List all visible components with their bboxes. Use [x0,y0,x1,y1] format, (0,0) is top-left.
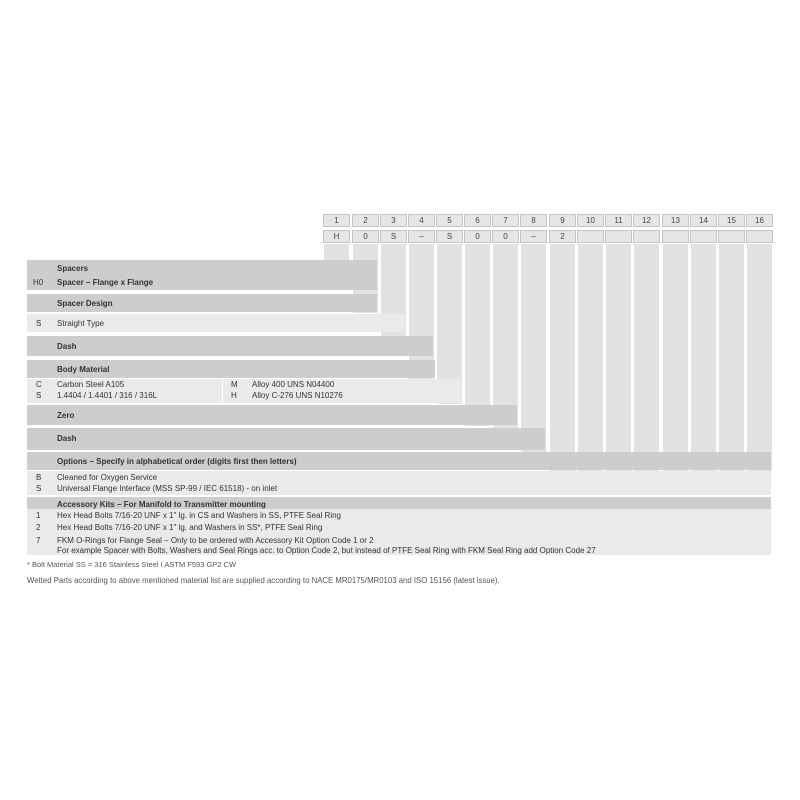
spacer-design-desc: Straight Type [57,319,104,328]
position-number: 14 [690,214,717,227]
accessory-desc: Hex Head Bolts 7/16-20 UNF x 1" lg. and Washers in SS*, PTFE Seal Ring [57,523,323,532]
position-code-value [633,230,660,243]
position-code-value: S [436,230,463,243]
position-code-value [746,230,773,243]
position-number: 16 [746,214,773,227]
body-material-divider [222,379,223,403]
position-number: 15 [718,214,745,227]
dash1-title: Dash [57,342,77,351]
accessory-code: 1 [36,511,41,520]
position-number: 12 [633,214,660,227]
position-number: 9 [549,214,576,227]
material-desc: Alloy 400 UNS N04400 [252,380,335,389]
option-code: B [36,473,42,482]
connector-bar [663,244,688,471]
spacers-desc: Spacer – Flange x Flange [57,278,154,287]
position-number: 10 [577,214,604,227]
material-desc: Alloy C-276 UNS N10276 [252,391,343,400]
position-code-value: 2 [549,230,576,243]
option-desc: Universal Flange Interface (MSS SP-99 / IEC 61518) - on inlet [57,484,278,493]
bolt-footnote: * Bolt Material SS = 316 Stainless Steel I ASTM F593 GP2 CW [27,560,237,569]
connector-bar [578,244,603,471]
spacer-design-title: Spacer Design [57,299,113,308]
position-number: 4 [408,214,435,227]
dash2-title: Dash [57,434,77,443]
position-code-value [662,230,689,243]
position-number: 5 [436,214,463,227]
material-desc: 1.4404 / 1.4401 / 316 / 316L [57,391,158,400]
material-code: S [36,391,42,400]
position-code-value [690,230,717,243]
position-code-value: – [520,230,547,243]
position-code-value: 0 [464,230,491,243]
position-code-value [718,230,745,243]
wetted-parts-note: Wetted Parts according to above mentioned material list are supplied according to NACE MR0175/MR0103 and ISO 15156 (latest issue). [27,576,500,585]
accessory-desc: Hex Head Bolts 7/16-20 UNF x 1" lg. in CS and Washers in SS, PTFE Seal Ring [57,511,341,520]
option-desc: Cleaned for Oxygen Service [57,473,158,482]
option-code: S [36,484,42,493]
position-code-value: S [380,230,407,243]
spacers-code: H0 [33,278,44,287]
position-number: 1 [323,214,350,227]
connector-bar [606,244,631,471]
accessory-code: 7 [36,536,41,545]
position-number: 2 [352,214,379,227]
position-code-value [605,230,632,243]
position-number: 11 [605,214,632,227]
accessory-desc-example: For example Spacer with Bolts, Washers and Seal Rings acc. to Option Code 2, but instead of PTFE Seal Ring with FKM Seal Ring add Option Code 27 [57,546,596,555]
position-number: 7 [492,214,519,227]
zero-title: Zero [57,411,75,420]
position-number: 8 [520,214,547,227]
position-code-value: H [323,230,350,243]
spacers-title: Spacers [57,264,89,273]
material-code: H [231,391,237,400]
dash1-band [27,336,433,356]
position-number: 13 [662,214,689,227]
connector-bar [550,244,575,471]
connector-bar [409,244,434,379]
connector-bar [719,244,744,471]
connector-bar [634,244,659,471]
position-code-value [577,230,604,243]
body-material-title: Body Material [57,365,110,374]
accessory-title: Accessory Kits – For Manifold to Transmitter mounting [57,500,266,509]
accessory-desc: FKM O-Rings for Flange Seal – Only to be ordered with Accessory Kit Option Code 1 or 2 [57,536,374,545]
material-desc: Carbon Steel A105 [57,380,125,389]
position-code-value: 0 [352,230,379,243]
connector-bar [691,244,716,471]
options-title: Options – Specify in alphabetical order (digits first then letters) [57,457,297,466]
connector-bar [465,244,490,426]
position-code-value: – [408,230,435,243]
material-code: C [36,380,42,389]
position-number: 6 [464,214,491,227]
accessory-code: 2 [36,523,41,532]
position-number: 3 [380,214,407,227]
connector-bar [747,244,772,471]
zero-band [27,405,517,425]
spacer-design-code: S [36,319,42,328]
position-code-value: 0 [492,230,519,243]
dash2-band [27,428,545,450]
material-code: M [231,380,238,389]
